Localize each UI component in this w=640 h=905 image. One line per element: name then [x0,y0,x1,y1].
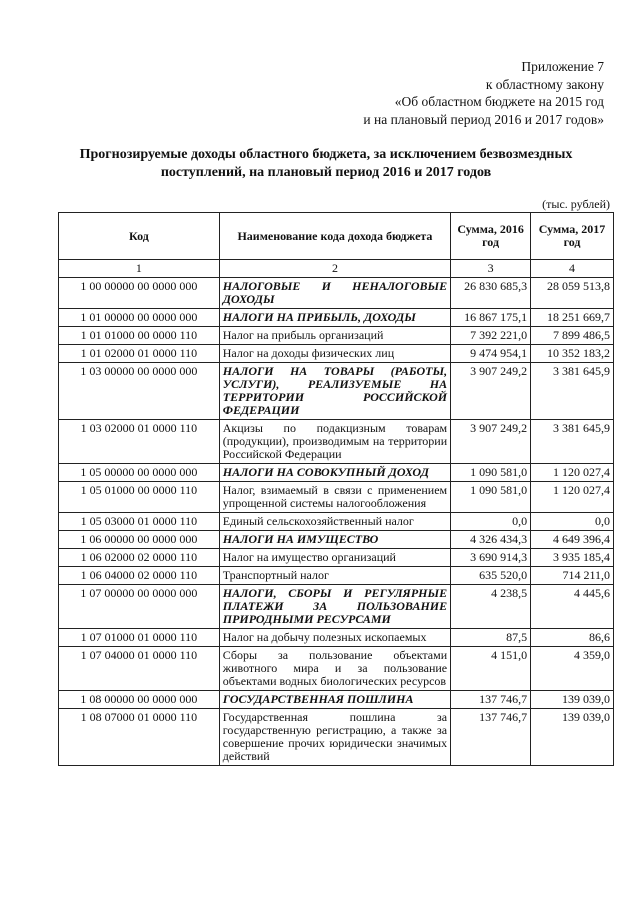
row-sum-2017: 1 120 027,4 [531,482,614,513]
table-row [59,345,614,363]
header-code: Код [59,213,220,260]
row-code: 1 06 02000 02 0000 110 [59,549,220,567]
row-sum-2017: 139 039,0 [531,691,614,709]
table-row [59,420,614,464]
row-name: НАЛОГИ НА ИМУЩЕСТВО [219,531,450,549]
row-sum-2016: 0,0 [451,513,531,531]
column-number-row [59,260,614,278]
table-row [59,482,614,513]
table-row [59,531,614,549]
row-sum-2017: 0,0 [531,513,614,531]
table-row [59,585,614,629]
row-sum-2017: 3 935 185,4 [531,549,614,567]
appendix-number: Приложение 7 [521,59,604,74]
table-header-row [59,213,614,260]
row-sum-2016: 26 830 685,3 [451,278,531,309]
row-code: 1 00 00000 00 0000 000 [59,278,220,309]
table-row [59,709,614,766]
row-sum-2017: 3 381 645,9 [531,363,614,420]
row-sum-2017: 714 211,0 [531,567,614,585]
row-code: 1 06 04000 02 0000 110 [59,567,220,585]
row-sum-2017: 139 039,0 [531,709,614,766]
units-label: (тыс. рублей) [542,197,610,211]
row-sum-2017: 1 120 027,4 [531,464,614,482]
row-sum-2016: 87,5 [451,629,531,647]
row-name: НАЛОГИ, СБОРЫ И РЕГУЛЯРНЫЕ ПЛАТЕЖИ ЗА ПОЛЬЗОВАНИЕ ПРИРОДНЫМИ РЕСУРСАМИ [219,585,450,629]
col-number: 2 [219,260,450,278]
row-name: Налог, взимаемый в связи с применением упрощенной системы налогообложения [219,482,450,513]
row-name: Налог на добычу полезных ископаемых [219,629,450,647]
row-name: НАЛОГИ НА СОВОКУПНЫЙ ДОХОД [219,464,450,482]
col-number: 3 [451,260,531,278]
row-sum-2016: 3 907 249,2 [451,420,531,464]
row-name: Государственная пошлина за государственную регистрацию, а также за совершение прочих юридически значимых действий [219,709,450,766]
appendix-law-period: и на плановый период 2016 и 2017 годов» [363,111,604,127]
table-row [59,513,614,531]
table-body [59,278,614,766]
row-code: 1 08 07000 01 0000 110 [59,709,220,766]
table-row [59,691,614,709]
row-name: Налог на имущество организаций [219,549,450,567]
row-code: 1 05 01000 00 0000 110 [59,482,220,513]
row-name: ГОСУДАРСТВЕННАЯ ПОШЛИНА [219,691,450,709]
row-code: 1 07 00000 00 0000 000 [59,585,220,629]
row-code: 1 05 00000 00 0000 000 [59,464,220,482]
appendix-header [363,58,604,128]
row-code: 1 03 00000 00 0000 000 [59,363,220,420]
table-row [59,278,614,309]
row-sum-2016: 4 151,0 [451,647,531,691]
row-code: 1 03 02000 01 0000 110 [59,420,220,464]
row-sum-2016: 137 746,7 [451,709,531,766]
row-code: 1 01 02000 01 0000 110 [59,345,220,363]
header-sum-2016: Сумма, 2016 год [451,213,531,260]
row-sum-2016: 1 090 581,0 [451,482,531,513]
col-number: 4 [531,260,614,278]
row-code: 1 01 01000 00 0000 110 [59,327,220,345]
row-name: НАЛОГИ НА ПРИБЫЛЬ, ДОХОДЫ [219,309,450,327]
row-sum-2017: 4 359,0 [531,647,614,691]
table-row [59,309,614,327]
table-row [59,327,614,345]
row-sum-2016: 137 746,7 [451,691,531,709]
row-sum-2016: 3 907 249,2 [451,363,531,420]
row-code: 1 05 03000 01 0000 110 [59,513,220,531]
row-code: 1 01 00000 00 0000 000 [59,309,220,327]
row-sum-2017: 10 352 183,2 [531,345,614,363]
table-row [59,647,614,691]
row-name: НАЛОГИ НА ТОВАРЫ (РАБОТЫ, УСЛУГИ), РЕАЛИЗУЕМЫЕ НА ТЕРРИТОРИИ РОССИЙСКОЙ ФЕДЕРАЦИИ [219,363,450,420]
row-sum-2016: 4 326 434,3 [451,531,531,549]
row-sum-2017: 28 059 513,8 [531,278,614,309]
appendix-law-ref: к областному закону [485,76,604,92]
row-name: Акцизы по подакцизным товарам (продукции), производимым на территории Российской Федерации [219,420,450,464]
row-name: Сборы за пользование объектами животного мира и за пользование объектами водных биологических ресурсов [219,647,450,691]
row-name: Налог на доходы физических лиц [219,345,450,363]
row-sum-2017: 3 381 645,9 [531,420,614,464]
row-sum-2016: 1 090 581,0 [451,464,531,482]
table-row [59,549,614,567]
table-row [59,464,614,482]
row-sum-2016: 9 474 954,1 [451,345,531,363]
header-sum-2017: Сумма, 2017 год [531,213,614,260]
row-sum-2016: 7 392 221,0 [451,327,531,345]
row-sum-2017: 7 899 486,5 [531,327,614,345]
appendix-law-title: «Об областном бюджете на 2015 год [394,94,604,109]
row-sum-2017: 86,6 [531,629,614,647]
row-code: 1 07 01000 01 0000 110 [59,629,220,647]
document-title: Прогнозируемые доходы областного бюджета, за исключением безвозмездных поступлений, на плановый период 2016 и 2017 годов [79,147,573,180]
row-sum-2016: 16 867 175,1 [451,309,531,327]
row-name: НАЛОГОВЫЕ И НЕНАЛОГОВЫЕ ДОХОДЫ [219,278,450,309]
row-sum-2017: 4 649 396,4 [531,531,614,549]
table-row [59,629,614,647]
row-name: Транспортный налог [219,567,450,585]
row-sum-2016: 4 238,5 [451,585,531,629]
col-number: 1 [59,260,220,278]
row-sum-2017: 4 445,6 [531,585,614,629]
income-table [58,212,614,766]
row-code: 1 08 00000 00 0000 000 [59,691,220,709]
row-code: 1 07 04000 01 0000 110 [59,647,220,691]
row-sum-2016: 635 520,0 [451,567,531,585]
row-name: Единый сельскохозяйственный налог [219,513,450,531]
row-code: 1 06 00000 00 0000 000 [59,531,220,549]
table-row [59,567,614,585]
header-name: Наименование кода дохода бюджета [219,213,450,260]
row-sum-2017: 18 251 669,7 [531,309,614,327]
row-name: Налог на прибыль организаций [219,327,450,345]
row-sum-2016: 3 690 914,3 [451,549,531,567]
table-row [59,363,614,420]
